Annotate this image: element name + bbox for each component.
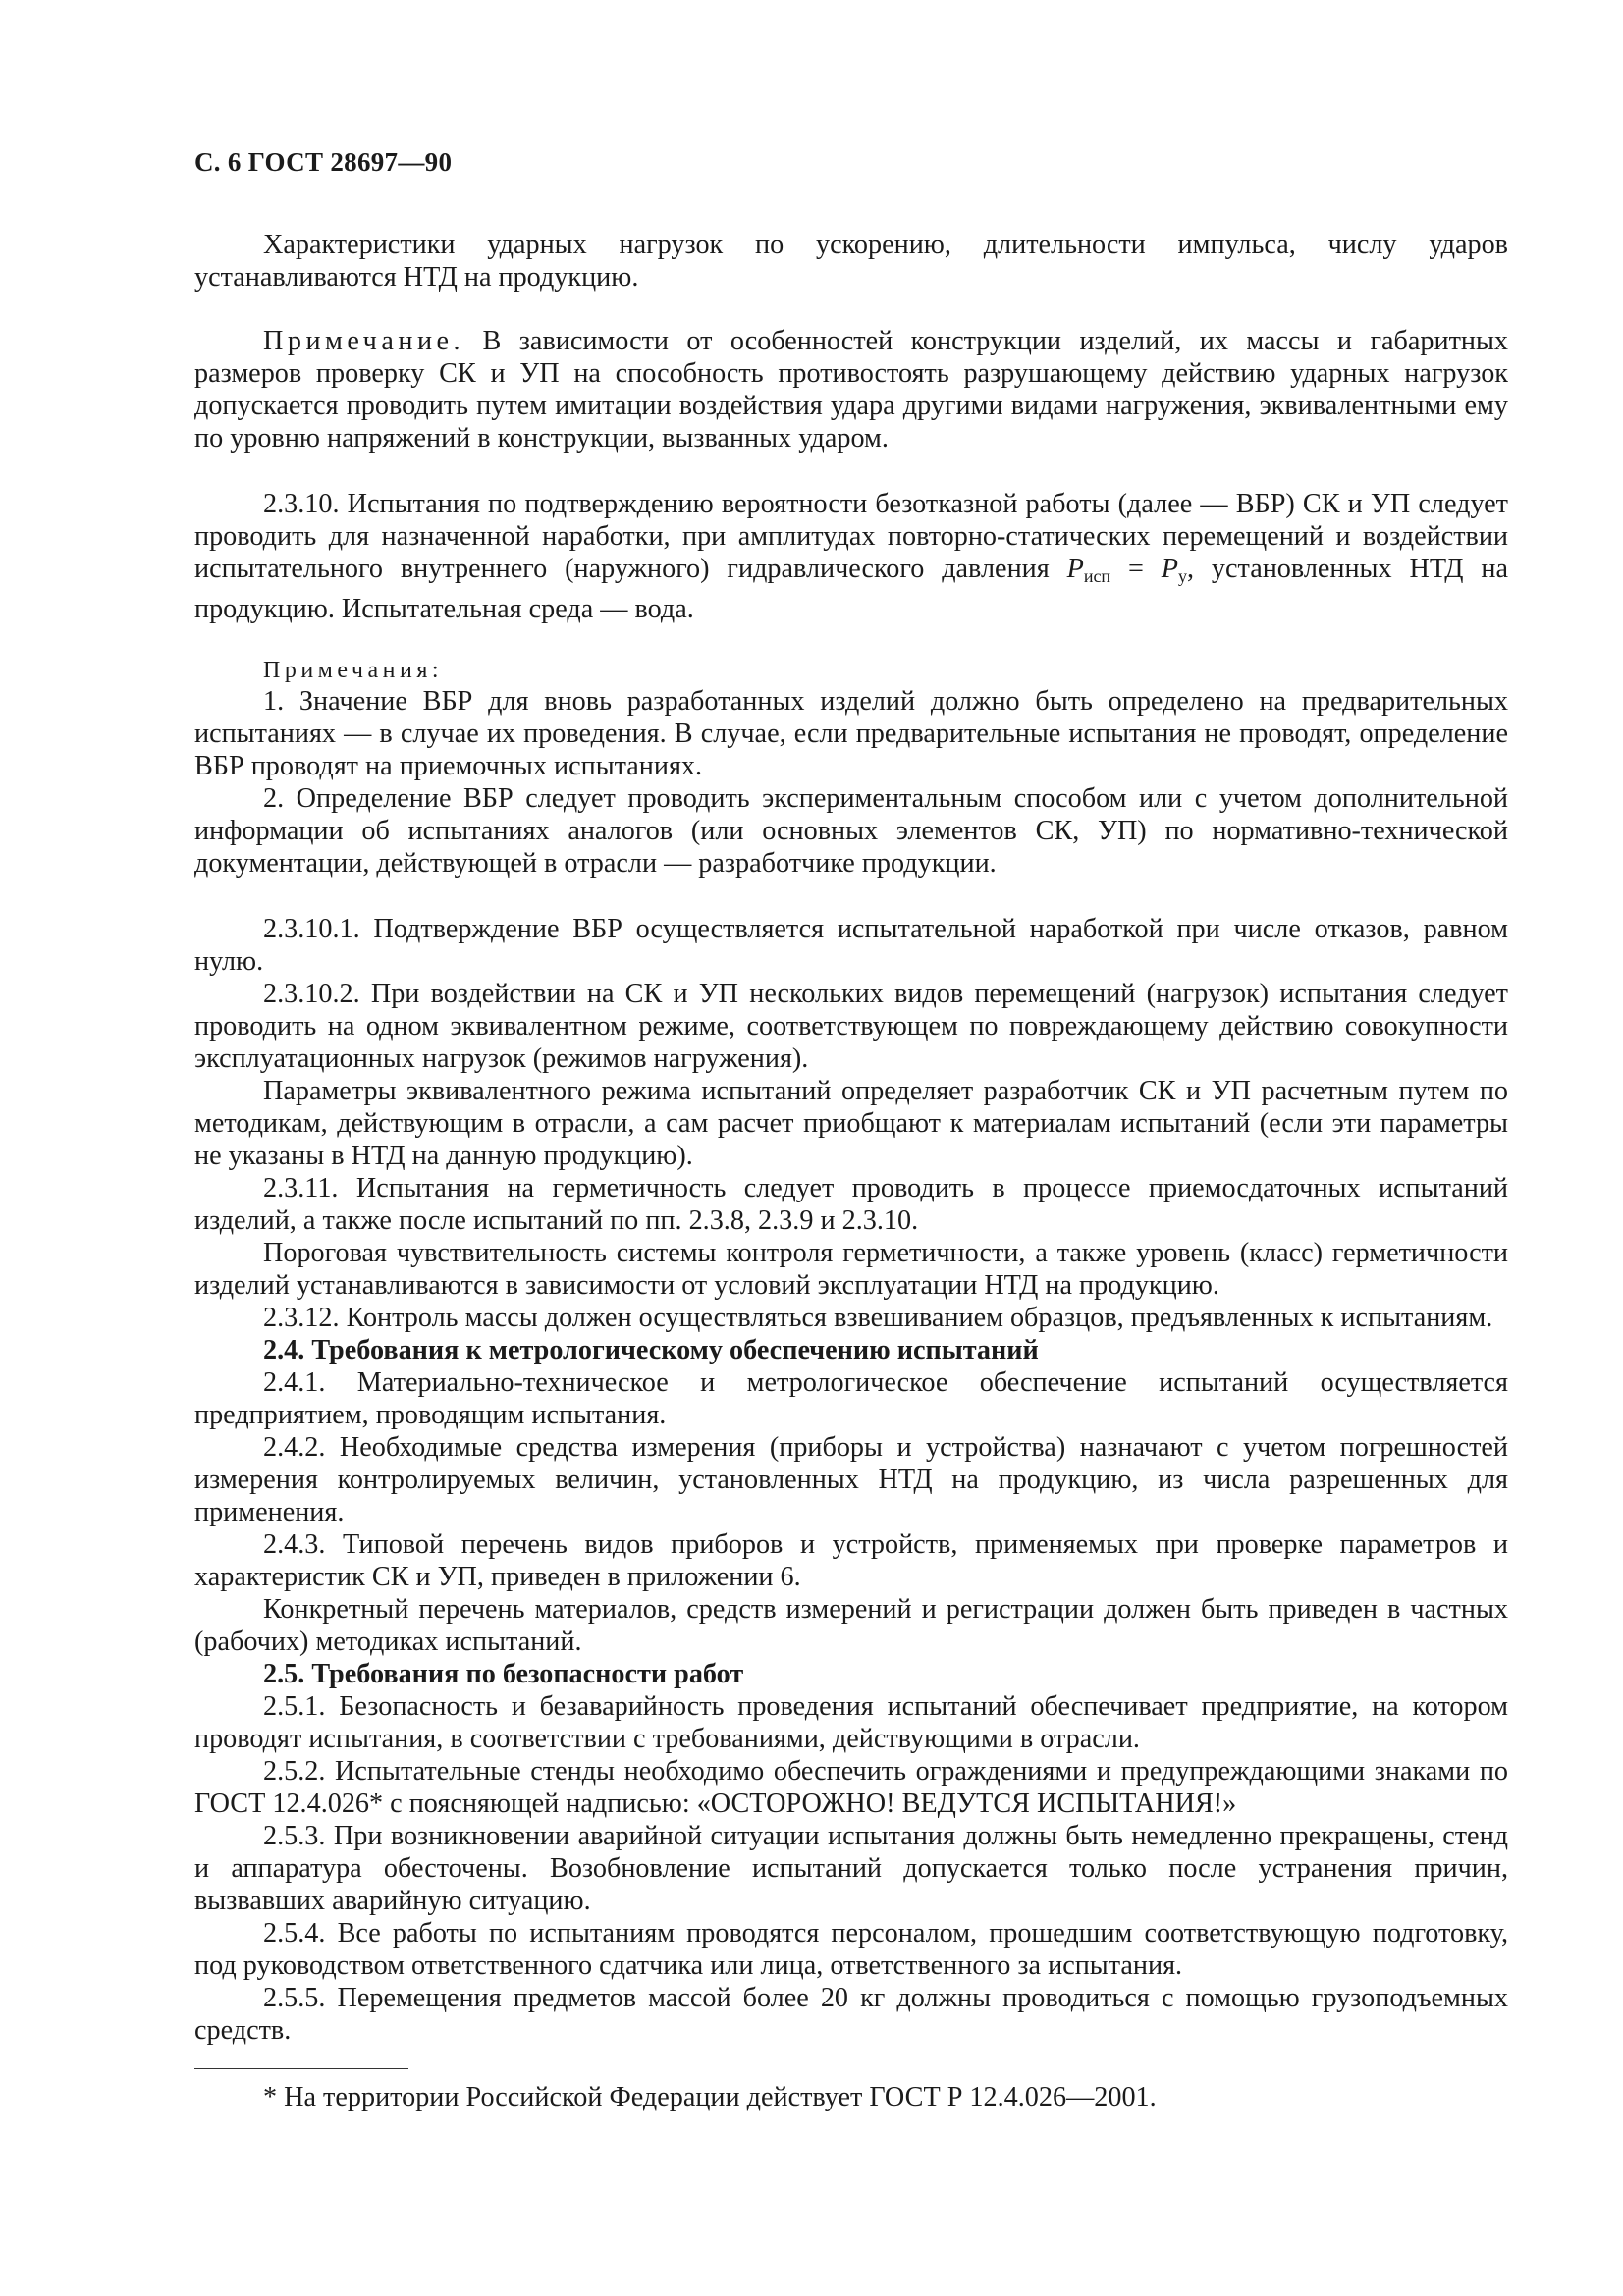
page-header: С. 6 ГОСТ 28697—90 <box>194 147 453 177</box>
section-title-2-5: 2.5. Требования по безопасности работ <box>263 1658 744 1689</box>
note-item-1: 1. Значение ВБР для вновь разработанных изделий должно быть определено на предварительных испытаниях — в случае их проведения. В случае, если предварительные испытания не проводят, определение ВБР проводят на приемочных испытаниях. <box>194 685 1508 781</box>
paragraph-2-5-1: 2.5.1. Безопасность и безаварийность проведения испытаний обеспечивает предприятие, на котором проводят испытания, в соответствии с требованиями, действующими в отрасли. <box>194 1690 1508 1754</box>
paragraph-2-3-12: 2.3.12. Контроль массы должен осуществляться взвешиванием образцов, предъявленных к испытаниям. <box>263 1302 1493 1333</box>
pressure-subscript-set: у <box>1177 566 1187 586</box>
paragraph-2-3-10 <box>194 488 1508 625</box>
paragraph-2-3-10-1: 2.3.10.1. Подтверждение ВБР осуществляется испытательной наработкой при числе отказов, равном нулю. <box>194 913 1508 977</box>
document-page <box>194 147 1508 2113</box>
equals-sign: = <box>1110 554 1162 584</box>
footnote-divider <box>194 2068 408 2069</box>
paragraph-2-5-5: 2.5.5. Перемещения предметов массой более 20 кг должны проводиться с помощью грузоподъемных средств. <box>194 1982 1508 2046</box>
note-block <box>194 325 1508 454</box>
paragraph-equivalent-params: Параметры эквивалентного режима испытаний определяет разработчик СК и УП расчетным путем по методикам, действующим в отрасли, а сам расчет приобщают к материалам испытаний (если эти параметры не указаны в НТД на данную продукцию). <box>194 1075 1508 1171</box>
paragraph-2-4-2: 2.4.2. Необходимые средства измерения (приборы и устройства) назначают с учетом погрешностей измерения контролируемых величин, установленных НТД на продукцию, из числа разрешенных для применения. <box>194 1431 1508 1527</box>
paragraph-2-4-1: 2.4.1. Материально-техническое и метрологическое обеспечение испытаний осуществляется предприятием, проводящим испытания. <box>194 1366 1508 1430</box>
note-item-2: 2. Определение ВБР следует проводить экспериментальным способом или с учетом дополнительной информации об испытаниях аналогов (или основных элементов СК, УП) по нормативно-технической документации, действующей в отрасли — разработчике продукции. <box>194 782 1508 879</box>
document-body <box>194 229 1508 2113</box>
paragraph-2-3-10-text-a: 2.3.10. Испытания по подтверждению вероятности безотказной работы (далее — ВБР) СК и УП следует проводить для назначенной наработки, при амплитудах повторно-статических перемещений и воздействии испытательного внутреннего (наружного) гидравлического давления <box>194 489 1508 584</box>
paragraph-2-5-4: 2.5.4. Все работы по испытаниям проводятся персоналом, прошедшим соответствующую подготовку, под руководством ответственного сдатчика или лица, ответственного за испытания. <box>194 1917 1508 1981</box>
pressure-subscript-test: исп <box>1083 566 1111 586</box>
note-body: В зависимости от особенностей конструкции изделий, их массы и габаритных размеров проверку СК и УП на способность противостоять разрушающему действию ударных нагрузок допускается проводить путем имитации воздействия удара другими видами нагружения, эквивалентными ему по уровню напряжений в конструкции, вызванных ударом. <box>194 326 1508 454</box>
paragraph-2-3-10-text-b: , установленных НТД на продукцию. Испытательная среда — вода. <box>194 554 1508 624</box>
paragraph-2-4-3: 2.4.3. Типовой перечень видов приборов и устройств, применяемых при проверке параметров и характеристик СК и УП, приведен в приложении 6. <box>194 1528 1508 1592</box>
paragraph-2-5-2: 2.5.2. Испытательные стенды необходимо обеспечить ограждениями и предупреждающими знаками по ГОСТ 12.4.026* с поясняющей надписью: «ОСТОРОЖНО! ВЕДУТСЯ ИСПЫТАНИЯ!» <box>194 1755 1508 1819</box>
paragraph-intro: Характеристики ударных нагрузок по ускорению, длительности импульса, числу ударов устанавливаются НТД на продукцию. <box>194 230 1508 293</box>
paragraph-concrete-list: Конкретный перечень материалов, средств измерений и регистрации должен быть приведен в частных (рабочих) методиках испытаний. <box>194 1593 1508 1657</box>
notes-title: Примечания: <box>263 658 444 683</box>
pressure-symbol: P <box>1066 554 1084 584</box>
paragraph-threshold: Пороговая чувствительность системы контроля герметичности, а также уровень (класс) герметичности изделий устанавливаются в зависимости от условий эксплуатации НТД на продукцию. <box>194 1237 1508 1301</box>
note-label: Примечание. <box>263 326 465 356</box>
note-text <box>194 325 1508 454</box>
footnote: * На территории Российской Федерации действует ГОСТ Р 12.4.026—2001. <box>263 2081 1157 2112</box>
paragraph-2-5-3: 2.5.3. При возникновении аварийной ситуации испытания должны быть немедленно прекращены, стенд и аппаратура обесточены. Возобновление испытаний допускается только после устранения причин, вызвавших аварийную ситуацию. <box>194 1820 1508 1916</box>
section-title-2-4: 2.4. Требования к метрологическому обеспечению испытаний <box>263 1334 1039 1365</box>
paragraph-2-3-11: 2.3.11. Испытания на герметичность следует проводить в процессе приемосдаточных испытаний изделий, а также после испытаний по пп. 2.3.8, 2.3.9 и 2.3.10. <box>194 1172 1508 1236</box>
paragraph-2-3-10-2: 2.3.10.2. При воздействии на СК и УП нескольких видов перемещений (нагрузок) испытания следует проводить на одном эквивалентном режиме, соответствующем по повреждающему действию совокупности эксплуатационных нагрузок (режимов нагружения). <box>194 978 1508 1074</box>
notes-block <box>194 657 1508 880</box>
pressure-symbol-2: P <box>1161 554 1178 584</box>
